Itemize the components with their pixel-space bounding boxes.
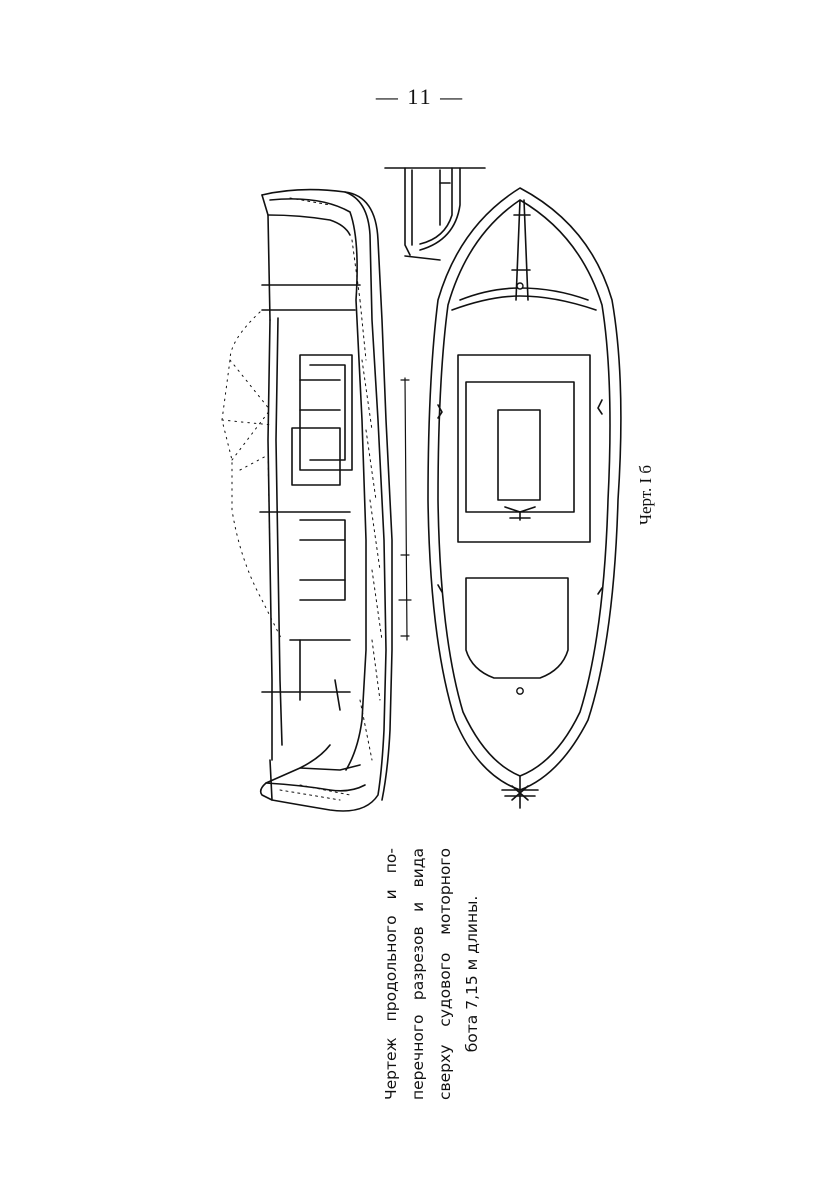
- page-number: — 11 —: [375, 84, 465, 109]
- center-line: [399, 378, 411, 640]
- plan-view: [428, 188, 621, 808]
- caption-line: Чертеж продольного и по-: [382, 848, 400, 1100]
- caption-line: перечного разрезов и вида: [409, 848, 427, 1100]
- caption-line: бота 7,15 м длины.: [463, 895, 481, 1053]
- cross-section: [385, 168, 485, 260]
- caption-line: сверху судового моторного: [436, 848, 454, 1100]
- figure-label-text: Черт. I б: [636, 464, 655, 526]
- longitudinal-section: [222, 190, 392, 811]
